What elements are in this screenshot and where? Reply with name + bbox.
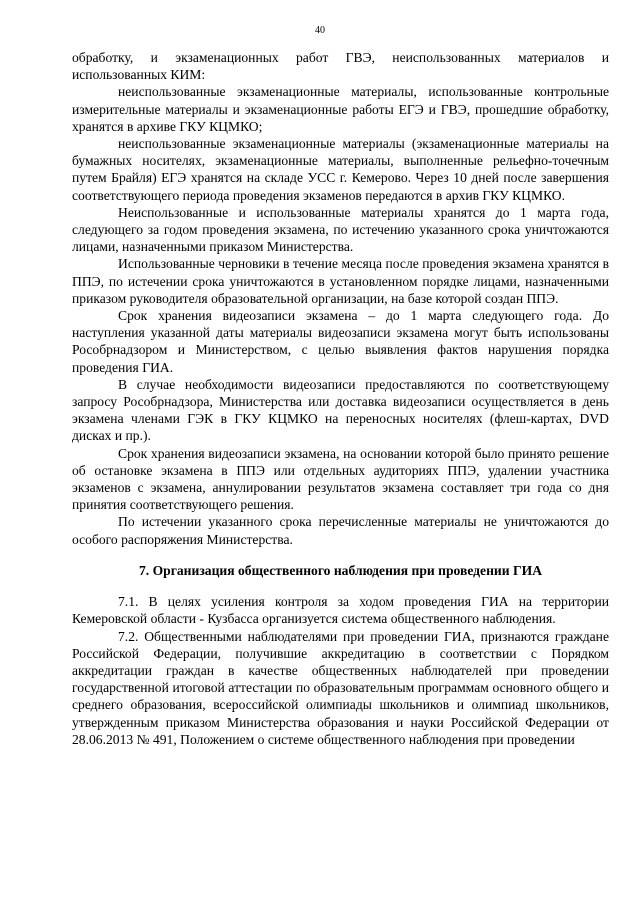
paragraph-video-decision-storage: Срок хранения видеозаписи экзамена, на основании которой было принято решение об остановке экзамена в ППЭ или отдельных аудиториях ППЭ, удалении участника экзаменов с экзамена, аннулировании результатов экзамена составляет три года со дня принятия соответствующего решения. (72, 445, 609, 513)
paragraph-drafts-storage: Использованные черновики в течение месяца после проведения экзамена хранятся в ППЭ, по истечении срока уничтожаются в установленном порядке лицами, назначенными приказом руководителя образовательной организации, на базе которой создан ППЭ. (72, 256, 609, 306)
section-heading: 7. Организация общественного наблюдения при проведении ГИА (138, 562, 543, 578)
paragraph-7-2: 7.2. Общественными наблюдателями при проведении ГИА, признаются граждане Российской Федерации, получившие аккредитацию в соответствии с Порядком аккредитации граждан в качестве общественных наблюдателей при проведении государственной итоговой аттестации по образовательным программам основного общего и среднего образования, всероссийской олимпиады школьников и олимпиад школьников, утвержденным приказом Министерства образования и науки Российской Федерации от 28.06.2013 № 491, Положением о системе общественного наблюдения при проведении (72, 628, 609, 747)
paragraph-video-storage-term: Срок хранения видеозаписи экзамена – до 1 марта следующего года. До наступления указанной даты материалы видеозаписи экзамена могут быть использованы Рособрнадзором и Министерством, с целью выявления фактов нарушения порядка проведения ГИА. (72, 308, 609, 375)
paragraph-7-1: 7.1. В целях усиления контроля за ходом проведения ГИА на территории Кемеровской области - Кузбасса организуется система общественного наблюдения. (72, 594, 609, 627)
paragraph-after-term: По истечении указанного срока перечисленные материалы не уничтожаются до особого распоряжения Министерства. (72, 514, 609, 547)
paragraph-unused-materials-archive: неиспользованные экзаменационные материалы, использованные контрольные измерительные материалы и экзаменационные работы ЕГЭ и ГВЭ, прошедшие обработку, хранятся в архиве ГКУ КЦМКО; (72, 84, 609, 134)
document-body (72, 49, 609, 748)
paragraph-unused-materials-warehouse: неиспользованные экзаменационные материалы (экзаменационные материалы на бумажных носителях, экзаменационные материалы, выполненные рельефно-точечным путем Брайля) ЕГЭ хранятся на складе УСС г. Кемерово. Через 10 дней после завершения соответствующего периода проведения экзаменов передаются в архив ГКУ КЦМКО. (72, 136, 609, 203)
page-number: 40 (315, 25, 325, 36)
paragraph-continuation: обработку, и экзаменационных работ ГВЭ, неиспользованных материалов и использованных КИМ: (72, 50, 609, 83)
paragraph-video-request: В случае необходимости видеозаписи предоставляются по соответствующему запросу Рособрнадзора, Министерства или доставка видеозаписи осуществляется в день экзамена членами ГЭК в ГКУ КЦМКО на переносных носителях (флеш-картах, DVD дисках и пр.). (72, 376, 609, 444)
paragraph-materials-storage-term: Неиспользованные и использованные материалы хранятся до 1 марта года, следующего за годом проведения экзамена, по истечению указанного срока уничтожаются лицами, назначенными приказом Министерства. (72, 204, 609, 255)
